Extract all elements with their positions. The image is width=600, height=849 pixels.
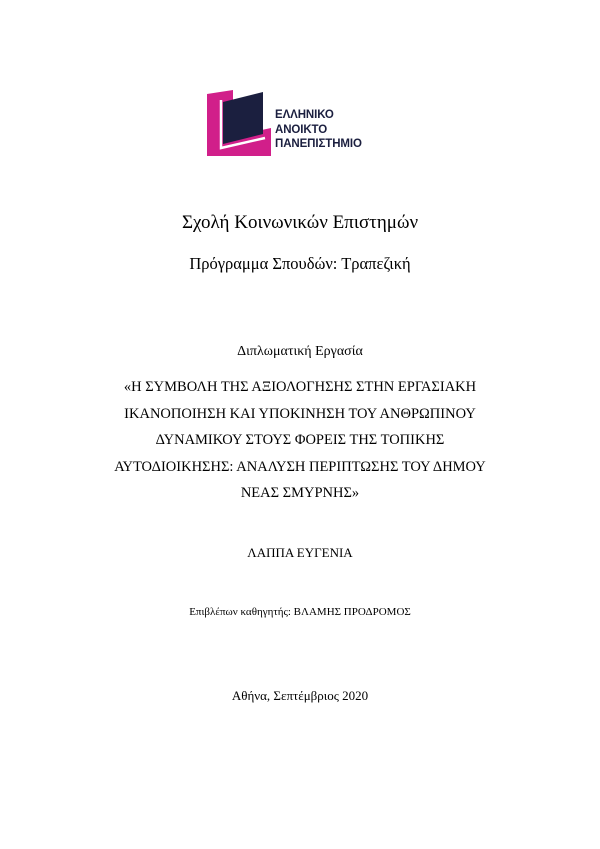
book-emblem-icon: [207, 90, 271, 158]
thesis-title-line: ΔΥΝΑΜΙΚΟΥ ΣΤΟΥΣ ΦΟΡΕΙΣ ΤΗΣ ΤΟΠΙΚΗΣ: [155, 432, 445, 448]
thesis-title-line: ΑΥΤΟΔΙΟΙΚΗΣΗΣ: ΑΝΑΛΥΣΗ ΠΕΡΙΠΤΩΣΗΣ ΤΟΥ ΔΗΜΟΥ: [114, 458, 486, 475]
thesis-label: Διπλωματική Εργασία: [237, 344, 363, 359]
university-logo: [207, 90, 387, 160]
thesis-title-line: «Η ΣΥΜΒΟΛΗ ΤΗΣ ΑΞΙΟΛΟΓΗΣΗΣ ΣΤΗΝ ΕΡΓΑΣΙΑΚΗ: [123, 379, 477, 395]
thesis-title-line: ΙΚΑΝΟΠΟΙΗΣΗ ΚΑΙ ΥΠΟΚΙΝΗΣΗ ΤΟΥ ΑΝΘΡΩΠΙΝΟΥ: [124, 405, 476, 422]
school-name: Σχολή Κοινωνικών Επιστημών: [181, 212, 419, 233]
author-name: ΛΑΠΠΑ ΕΥΓΕΝΙΑ: [247, 545, 353, 560]
logo-line-1: ΕΛΛΗΝΙΚΟ: [275, 109, 334, 121]
thesis-title-line: ΝΕΑΣ ΣΜΥΡΝΗΣ»: [240, 485, 360, 501]
study-program: Πρόγραμμα Σπουδών: Τραπεζική: [189, 254, 411, 273]
supervisor: Επιβλέπων καθηγητής: ΒΛΑΜΗΣ ΠΡΟΔΡΟΜΟΣ: [189, 606, 411, 618]
place-date: Αθήνα, Σεπτέμβριος 2020: [231, 688, 369, 703]
logo-wordmark: [275, 108, 362, 152]
thesis-title: [60, 374, 540, 507]
logo-line-2: ΑΝΟΙΚΤΟ: [275, 123, 328, 136]
logo-line-3: ΠΑΝΕΠΙΣΤΗΜΙΟ: [275, 138, 362, 150]
